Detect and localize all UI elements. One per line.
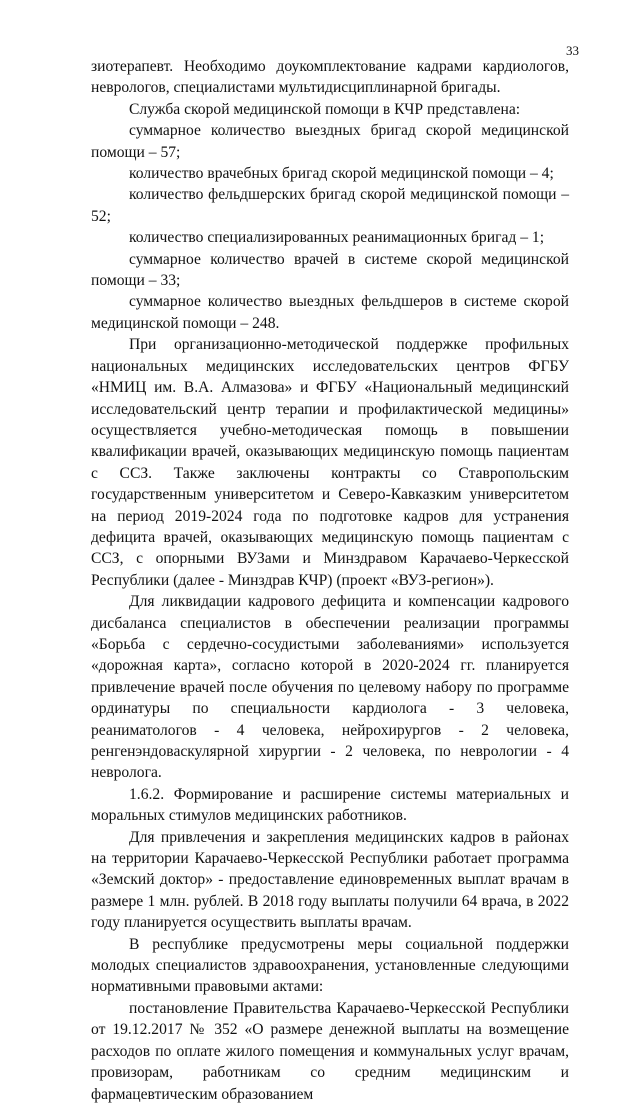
paragraph: количество врачебных бригад скорой медицинской помощи – 4; [129,165,554,183]
paragraph: В республике предусмотрены меры социальной поддержки молодых специалистов здравоохранения, установленные следующими нормативными правовыми актами: [91,935,569,996]
paragraph: При организационно-методической поддержке профильных национальных медицинских исследовательских центров ФГБУ «НМИЦ им. В.А. Алмазова» и ФГБУ «Национальный медицинский исследовательский центр терапии и профилактической медицины» осуществляется учебно-методическая помощь в повышении квалификации врачей, оказывающих медицинскую помощь пациентам с ССЗ. Также заключены контракты со Ставропольским государственным университетом и Северо-Кавказким университетом на период 2019-2024 года по подготовке кадров для устранения дефицита врачей, оказывающих медицинскую помощь пациентам с ССЗ, с опорными ВУЗами и Минздравом Карачаево-Черкесской Республики (далее - Минздрав КЧР) (проект «ВУЗ-регион»). [91,336,569,589]
body-text [91,56,569,1105]
paragraph: Для привлечения и закрепления медицинских кадров в районах на территории Карачаево-Черкесской Республики работает программа «Земский доктор» - предоставление единовременных выплат врачам в размере 1 млн. рублей. В 2018 году выплаты получили 64 врача, в 2022 году планируется осуществить выплаты врачам. [91,828,569,932]
paragraph: зиотерапевт. Необходимо доукомплектование кадрами кардиологов, неврологов, специалистами мультидисциплинарной бригады. [91,58,569,97]
paragraph: Служба скорой медицинской помощи в КЧР представлена: [129,100,521,118]
paragraph: постановление Правительства Карачаево-Черкесской Республики от 19.12.2017 № 352 «О размере денежной выплаты на возмещение расходов по оплате жилого помещения и коммунальных услуг врачам, провизорам, работникам со средним медицинским и фармацевтическим образованием [91,999,569,1103]
paragraph: суммарное количество выездных фельдшеров в системе скорой медицинской помощи – 248. [91,293,569,332]
paragraph: количество специализированных реанимационных бригад – 1; [129,229,545,247]
paragraph: суммарное количество врачей в системе скорой медицинской помощи – 33; [91,250,569,290]
paragraph: Для ликвидации кадрового дефицита и компенсации кадрового дисбаланса специалистов в обеспечении реализации программы «Борьба с сердечно-сосудистыми заболеваниями» используется «дорожная карта», согласно которой в 2020-2024 гг. планируется привлечение врачей после обучения по целевому набору по программе ординатуры по специальности кардиолога - 3 человека, реаниматологов - 4 человека, нейрохирургов - 2 человека, ренгенэндоваскулярной хирургии - 2 человека, по неврологии - 4 невролога. [91,593,569,782]
paragraph: суммарное количество выездных бригад скорой медицинской помощи – 57; [91,122,569,161]
paragraph: 1.6.2. Формирование и расширение системы материальных и моральных стимулов медицинских работников. [91,785,569,825]
paragraph: количество фельдшерских бригад скорой медицинской помощи – 52; [91,186,569,225]
page-number: 33 [566,43,579,58]
